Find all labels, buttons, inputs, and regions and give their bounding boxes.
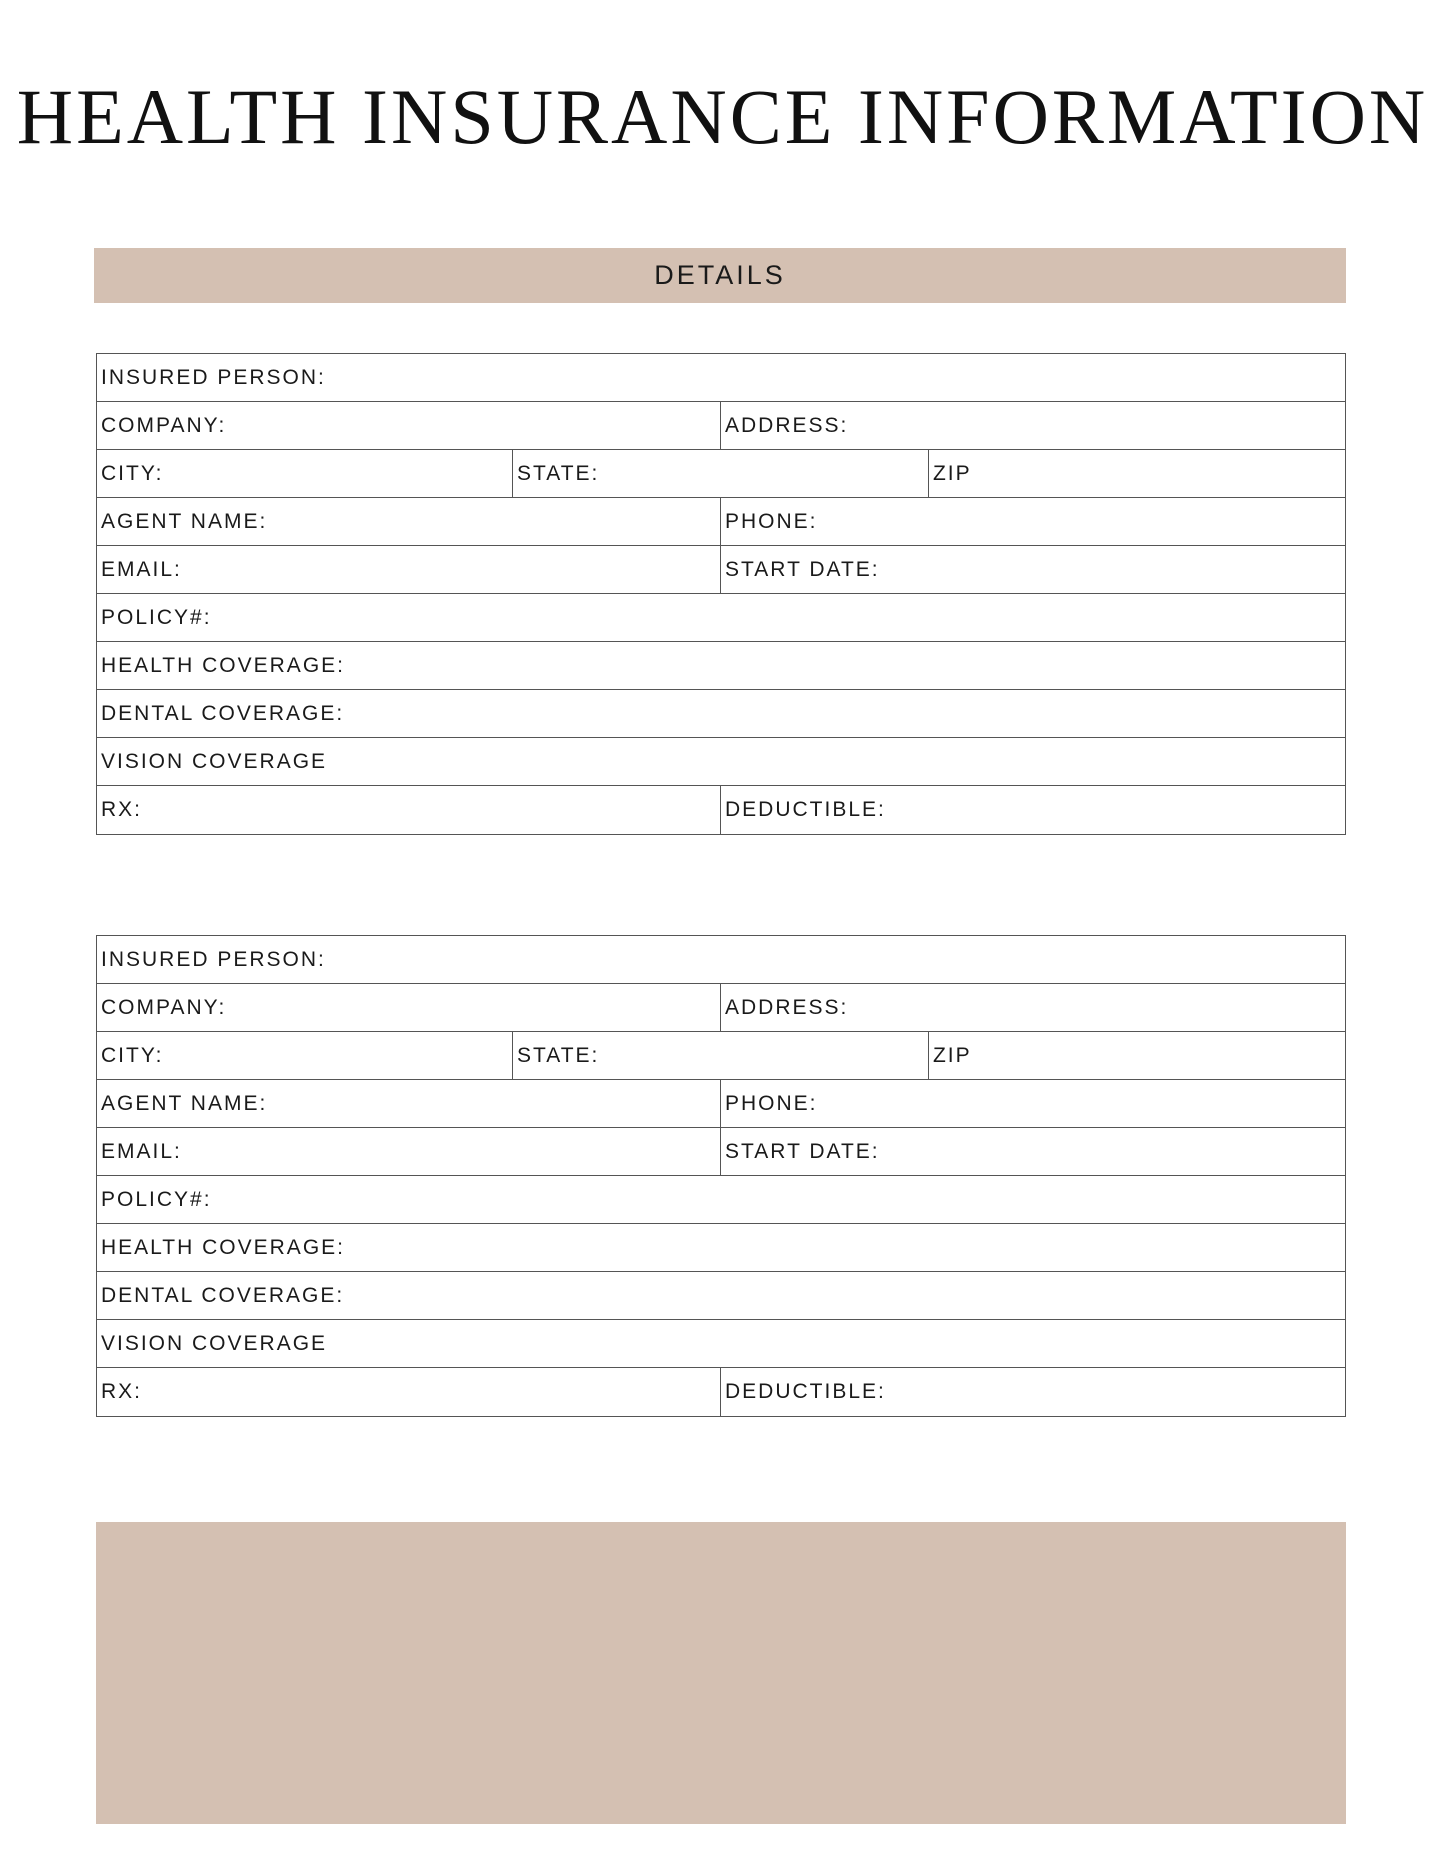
start-date-field[interactable]: START DATE:	[725, 557, 880, 581]
address-field[interactable]: ADDRESS:	[725, 995, 849, 1019]
agent-name-field[interactable]: AGENT NAME:	[97, 498, 721, 545]
company-field[interactable]: COMPANY:	[97, 402, 721, 449]
form-row	[97, 1224, 1345, 1272]
form-row	[97, 1080, 1345, 1128]
form-row	[97, 984, 1345, 1032]
form-row	[97, 738, 1345, 786]
dental-coverage-field[interactable]: DENTAL COVERAGE:	[101, 1283, 345, 1307]
email-field[interactable]: EMAIL:	[97, 546, 721, 593]
form-row	[97, 546, 1345, 594]
insured-person-field[interactable]: INSURED PERSON:	[101, 947, 326, 971]
form-row	[97, 1272, 1345, 1320]
deductible-field[interactable]: DEDUCTIBLE:	[725, 1380, 886, 1403]
form-row	[97, 594, 1345, 642]
start-date-field[interactable]: START DATE:	[725, 1139, 880, 1163]
form-row	[97, 936, 1345, 984]
deductible-field[interactable]: DEDUCTIBLE:	[725, 798, 886, 821]
form-row	[97, 450, 1345, 498]
phone-field[interactable]: PHONE:	[725, 1091, 818, 1115]
rx-field[interactable]: RX:	[97, 1368, 721, 1416]
notes-panel[interactable]	[96, 1522, 1346, 1824]
dental-coverage-field[interactable]: DENTAL COVERAGE:	[101, 701, 345, 725]
details-header-label: DETAILS	[654, 260, 786, 290]
form-row	[97, 642, 1345, 690]
city-field[interactable]: CITY:	[97, 1032, 513, 1079]
insurance-form-2	[96, 935, 1346, 1417]
zip-field[interactable]: ZIP	[932, 1043, 972, 1067]
agent-name-field[interactable]: AGENT NAME:	[97, 1080, 721, 1127]
insured-person-field[interactable]: INSURED PERSON:	[101, 365, 326, 389]
vision-coverage-field[interactable]: VISION COVERAGE	[101, 749, 328, 773]
details-header-bar	[94, 248, 1346, 303]
health-coverage-field[interactable]: HEALTH COVERAGE:	[101, 653, 345, 677]
rx-field[interactable]: RX:	[97, 786, 721, 834]
page-title: HEALTH INSURANCE INFORMATION	[16, 73, 1429, 160]
phone-field[interactable]: PHONE:	[725, 509, 818, 533]
address-field[interactable]: ADDRESS:	[725, 413, 849, 437]
city-field[interactable]: CITY:	[97, 450, 513, 497]
company-field[interactable]: COMPANY:	[97, 984, 721, 1031]
form-row	[97, 498, 1345, 546]
policy-number-field[interactable]: POLICY#:	[101, 1187, 212, 1211]
form-row	[97, 1368, 1345, 1416]
form-row	[97, 786, 1345, 834]
email-field[interactable]: EMAIL:	[97, 1128, 721, 1175]
health-coverage-field[interactable]: HEALTH COVERAGE:	[101, 1235, 345, 1259]
state-field[interactable]: STATE:	[513, 1032, 929, 1079]
form-row	[97, 1032, 1345, 1080]
zip-field[interactable]: ZIP	[932, 461, 972, 485]
form-row	[97, 1320, 1345, 1368]
form-row	[97, 402, 1345, 450]
form-row	[97, 1176, 1345, 1224]
form-row	[97, 690, 1345, 738]
vision-coverage-field[interactable]: VISION COVERAGE	[101, 1331, 328, 1355]
insurance-form-1	[96, 353, 1346, 835]
form-row	[97, 354, 1345, 402]
state-field[interactable]: STATE:	[513, 450, 929, 497]
policy-number-field[interactable]: POLICY#:	[101, 605, 212, 629]
form-row	[97, 1128, 1345, 1176]
